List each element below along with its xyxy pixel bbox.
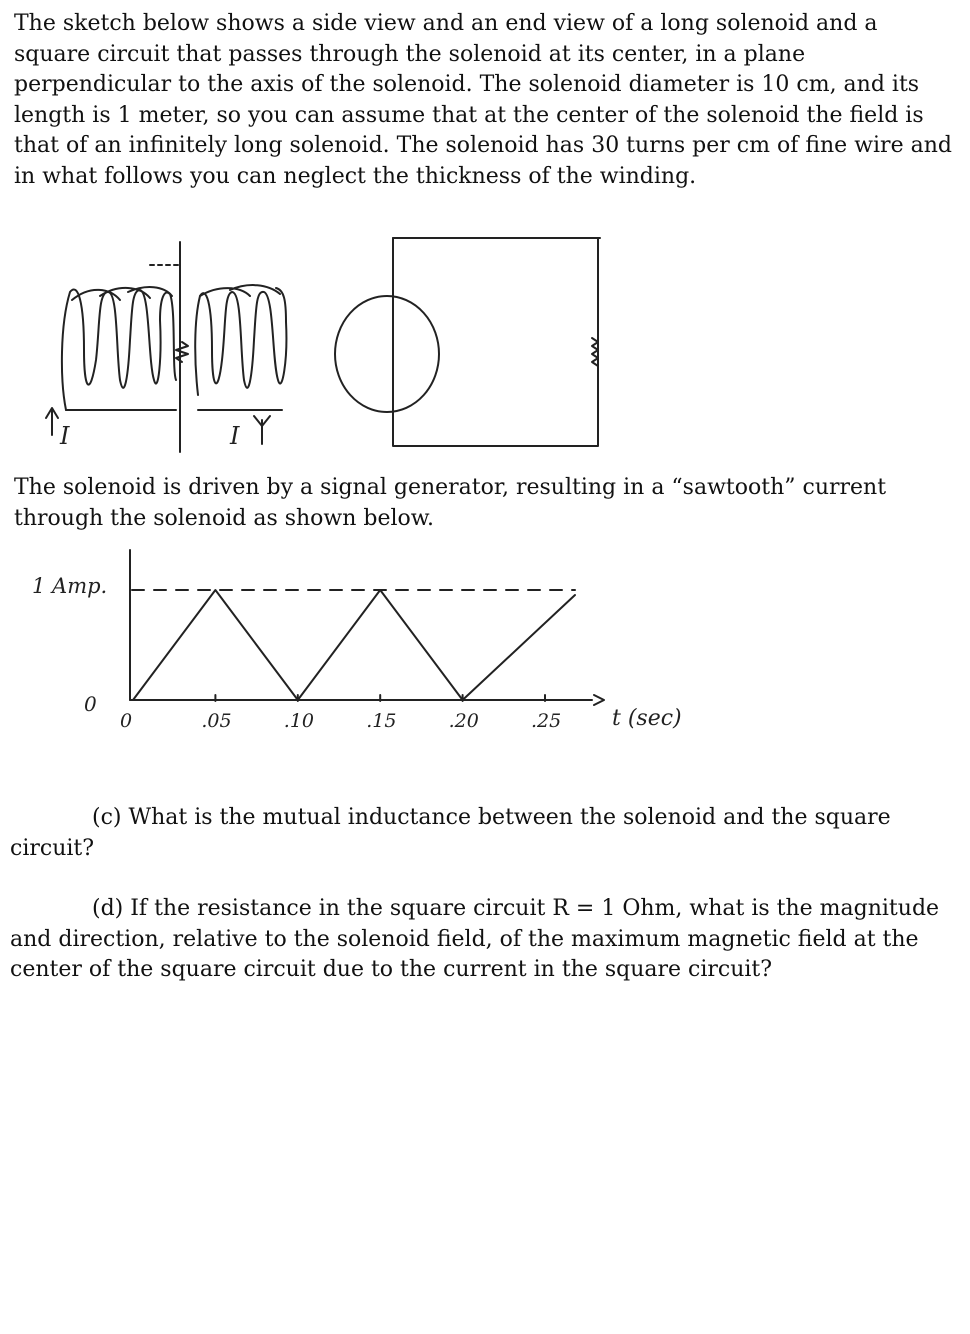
x-tick-label: .15 [366,710,397,732]
x-tick-label: 0 [120,710,133,732]
x-tick-label: .25 [531,710,562,732]
current-label-left: I [60,422,70,450]
axis-arrow-icon [594,695,604,705]
zero-label: 0 [84,692,97,716]
square-circuit [393,238,598,446]
solenoid-cross-section [335,296,439,412]
solenoid-side-view [46,242,286,452]
solenoid-end-view [335,238,600,446]
sawtooth-line [133,590,575,700]
intro-paragraph: The sketch below shows a side view and an end view of a long solenoid and a square circuit that passes through the solenoid at its center, in a plane perpendicular to the axis of the solenoid. The solenoid diameter is 10 cm, and its length is 1 meter, so you can assume that at the center of the solenoid the field is that of an infinitely long solenoid. The solenoid has 30 turns per cm of fine wire and in what follows you can neglect the thickness of the winding. [14,11,952,189]
question-c-text: (c) What is the mutual inductance between the solenoid and the square circuit? [10,805,891,861]
current-label-right: I [230,422,240,450]
question-d [10,894,950,986]
amp-label: 1 Amp. [32,574,108,598]
current-arrow-down-icon [254,416,270,444]
question-c [10,803,950,864]
generator-paragraph: The solenoid is driven by a signal generator, resulting in a “sawtooth” current through the solenoid as shown below. [14,475,887,531]
solenoid-sketch [0,230,970,460]
question-d-text: (d) If the resistance in the square circuit R = 1 Ohm, what is the magnitude and direction, relative to the solenoid field, of the maximum magnetic field at the center of the square circuit due to the current in the square circuit? [10,896,940,982]
x-tick-label: .20 [448,710,479,732]
x-tick-label: .05 [201,710,232,732]
current-arrow-up-icon [46,408,58,435]
time-axis-label: t (sec) [612,706,682,731]
x-tick-label: .10 [283,710,315,732]
current-graph [0,545,970,745]
